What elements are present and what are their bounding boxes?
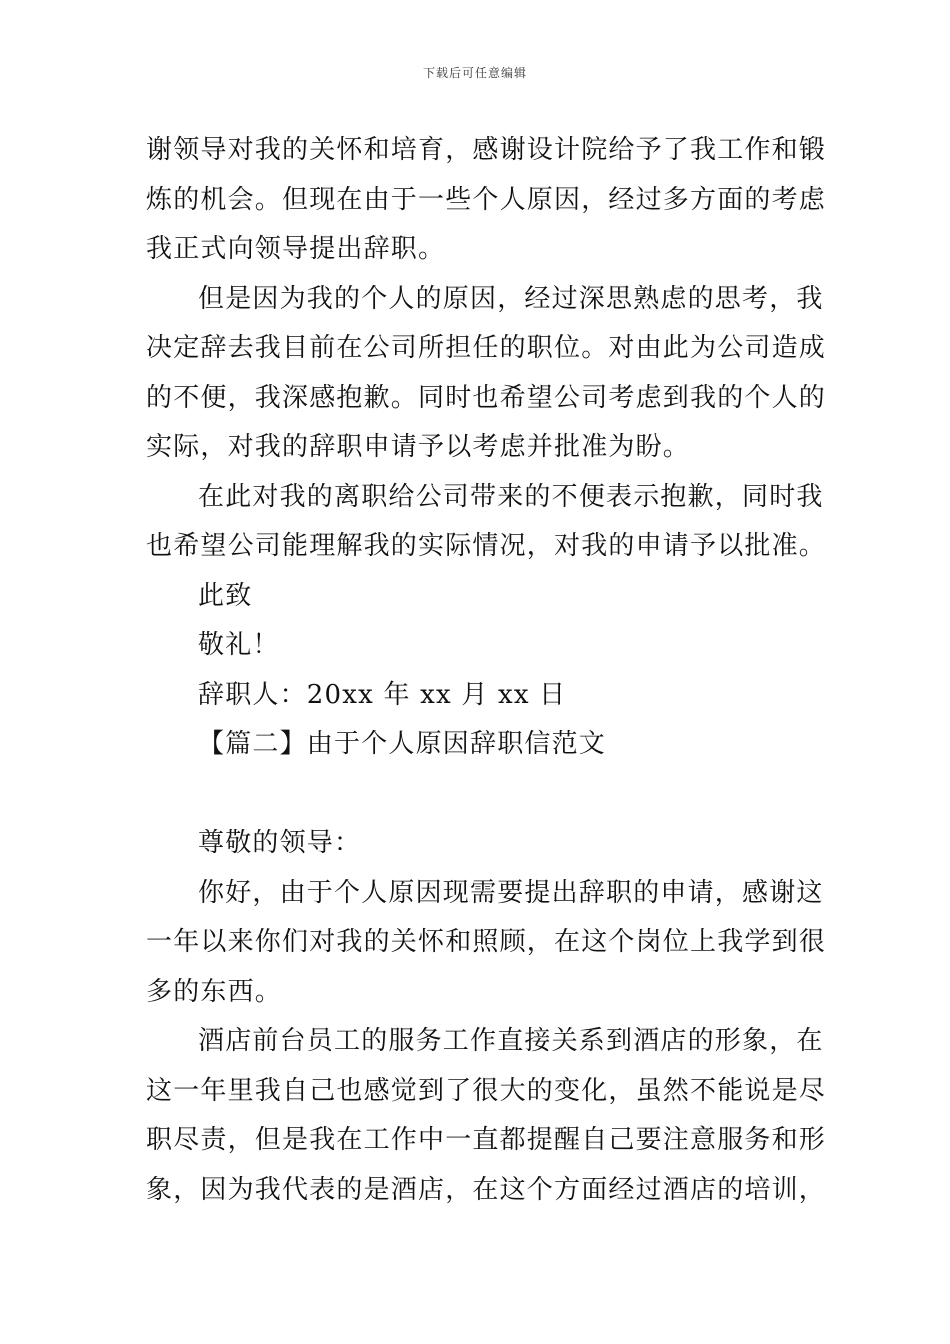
text-line: 谢领导对我的关怀和培育，感谢设计院给予了我工作和锻	[146, 135, 827, 165]
text-line: 在此对我的离职给公司带来的不便表示抱歉，同时我	[198, 481, 824, 512]
closing-regards: 敬礼！	[198, 630, 280, 660]
text-line: 酒店前台员工的服务工作直接关系到酒店的形象，在	[198, 1026, 824, 1056]
text-line: 我正式向领导提出辞职。	[146, 234, 446, 264]
paragraph	[146, 869, 827, 1018]
section-title: 【篇二】由于个人原因辞职信范文	[198, 729, 607, 759]
text-line: 也希望公司能理解我的实际情况，对我的申请予以批准。	[146, 531, 827, 561]
text-line: 多的东西。	[146, 976, 283, 1007]
paragraph	[146, 1017, 827, 1215]
blank-line	[146, 770, 806, 820]
text-line: 炼的机会。但现在由于一些个人原因，经过多方面的考虑	[146, 184, 827, 215]
text-line: 实际，对我的辞职申请予以考虑并批准为盼。	[146, 432, 691, 462]
text-line: 但是因为我的个人的原因，经过深思熟虑的思考，我	[198, 283, 824, 314]
closing-salutation: 此致	[198, 580, 253, 611]
paragraph	[146, 126, 827, 275]
text-line: 这一年里我自己也感觉到了很大的变化，虽然不能说是尽	[146, 1075, 827, 1106]
text-line: 职尽责，但是我在工作中一直都提醒自己要注意服务和形	[146, 1125, 827, 1155]
document-body	[146, 126, 827, 1215]
text-line: 的不便，我深感抱歉。同时也希望公司考虑到我的个人的	[146, 382, 827, 413]
text-line: 你好，由于个人原因现需要提出辞职的申请，感谢这	[198, 877, 824, 908]
paragraph	[146, 473, 827, 572]
paragraph	[146, 275, 827, 473]
text-line: 象，因为我代表的是酒店，在这个方面经过酒店的培训，	[146, 1174, 827, 1205]
page-header: 下载后可任意编辑	[422, 66, 527, 80]
signature-line: 辞职人：20xx 年 xx 月 xx 日	[198, 679, 567, 710]
text-line: 决定辞去我目前在公司所担任的职位。对由此为公司造成	[146, 333, 827, 363]
text-line: 一年以来你们对我的关怀和照顾，在这个岗位上我学到很	[146, 927, 827, 957]
letter-greeting: 尊敬的领导：	[198, 828, 362, 858]
